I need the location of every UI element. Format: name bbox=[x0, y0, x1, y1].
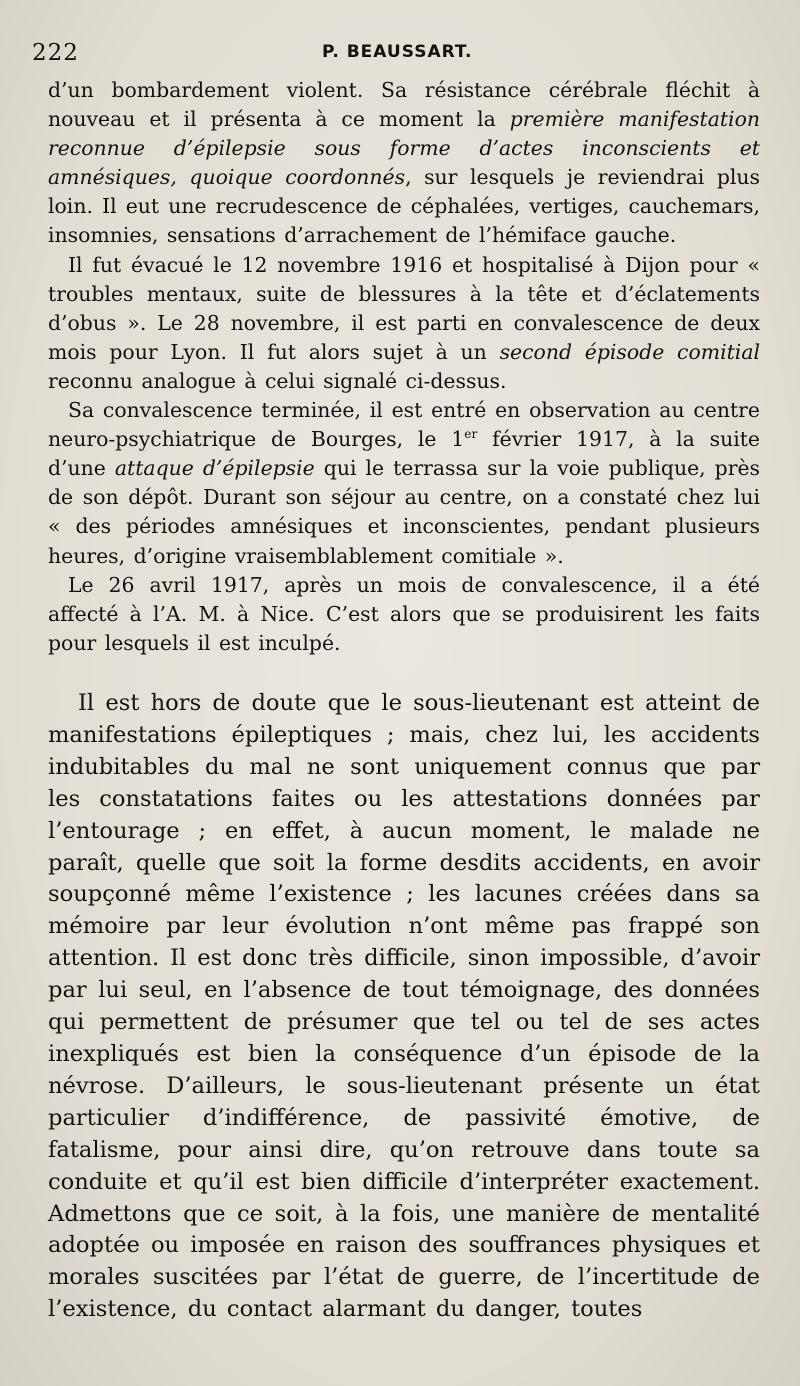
page-number: 222 bbox=[32, 40, 79, 66]
paragraph bbox=[48, 396, 760, 571]
italic-run: attaque d’épilepsie bbox=[114, 456, 315, 481]
text-run: d’un bombardement violent. Sa résistance cérébrale fléchit à nouveau et il présenta à ce moment la bbox=[48, 78, 760, 132]
discussion-text bbox=[48, 688, 760, 1326]
italic-run: second épisode comitial bbox=[499, 339, 761, 364]
paragraph bbox=[48, 688, 760, 1326]
page-header bbox=[32, 40, 750, 70]
text-run: Le 26 avril 1917, après un mois de convalescence, il a été affecté à l’A. M. à Nice. C’est alors que se produisirent les faits pour lesquels il est inculpé. bbox=[48, 572, 760, 655]
text-run: Sa convalescence terminée, il est entré en observation au centre neuro-psychiatrique de Bourges, le 1 bbox=[48, 398, 760, 452]
text-run: , sur lesquels je reviendrai plus loin. Il eut une recrudescence de céphalées, vertiges, cauchemars, insomnies, sensations d’arrachement de l’hémiface gauche. bbox=[48, 165, 761, 248]
text-run: Il est hors de doute que le sous-lieutenant est atteint de manifestations épileptiques ; mais, chez lui, les accidents indubitables du mal ne sont uniquement connus que par les constatations faites ou les attestations données par l’entourage ; en effet, à aucun moment, le malade ne paraît, quelle que soit la forme desdits accidents, en avoir soupçonné même l’existence ; les lacunes créées dans sa mémoire par leur évolution n’ont même pas frappé son attention. Il est donc très difficile, sinon impossible, d’avoir par lui seul, en l’absence de tout témoignage, des données qui permettent de présumer que tel ou tel de ses actes inexpliqués est bien la conséquence d’un épisode de la névrose. D’ailleurs, le sous-lieutenant présente un état particulier d’indifférence, de passivité émotive, de fatalisme, pour ainsi dire, qu’on retrouve dans toute sa conduite et qu’il est bien difficile d’interpréter exactement. Admettons que ce soit, à la fois, une manière de mentalité adoptée ou imposée en raison des souffrances physiques et morales suscitées par l’état de guerre, de l’incertitude de l’existence, du contact alarmant du danger, toutes bbox=[48, 690, 760, 1323]
italic-run: première manifestation reconnue d’épilepsie sous forme d’actes inconscients et amnésiques, quoique coordonnés bbox=[48, 107, 760, 190]
superscript-run: er bbox=[464, 427, 478, 442]
text-run: Il fut évacué le 12 novembre 1916 et hospitalisé à Dijon pour « troubles mentaux, suite de blessures à la tête et d’éclatements d’obus ». Le 28 novembre, il est parti en convalescence de deux mois pour Lyon. Il fut alors sujet à un bbox=[48, 252, 760, 364]
paragraph bbox=[48, 251, 760, 396]
paragraph bbox=[48, 571, 760, 658]
text-run: reconnu analogue à celui signalé ci-dessus. bbox=[48, 368, 507, 393]
text-run: qui le terrassa sur la voie publique, près de son dépôt. Durant son séjour au centre, on a constaté chez lui « des périodes amnésiques et inconscientes, pendant plusieurs heures, d’origine vraisemblablement comitiale ». bbox=[48, 456, 760, 568]
text-run: février 1917, à la suite d’une bbox=[48, 427, 760, 481]
paragraph bbox=[48, 76, 760, 251]
running-head: P. BEAUSSART. bbox=[322, 42, 473, 62]
case-history-text bbox=[48, 76, 760, 658]
